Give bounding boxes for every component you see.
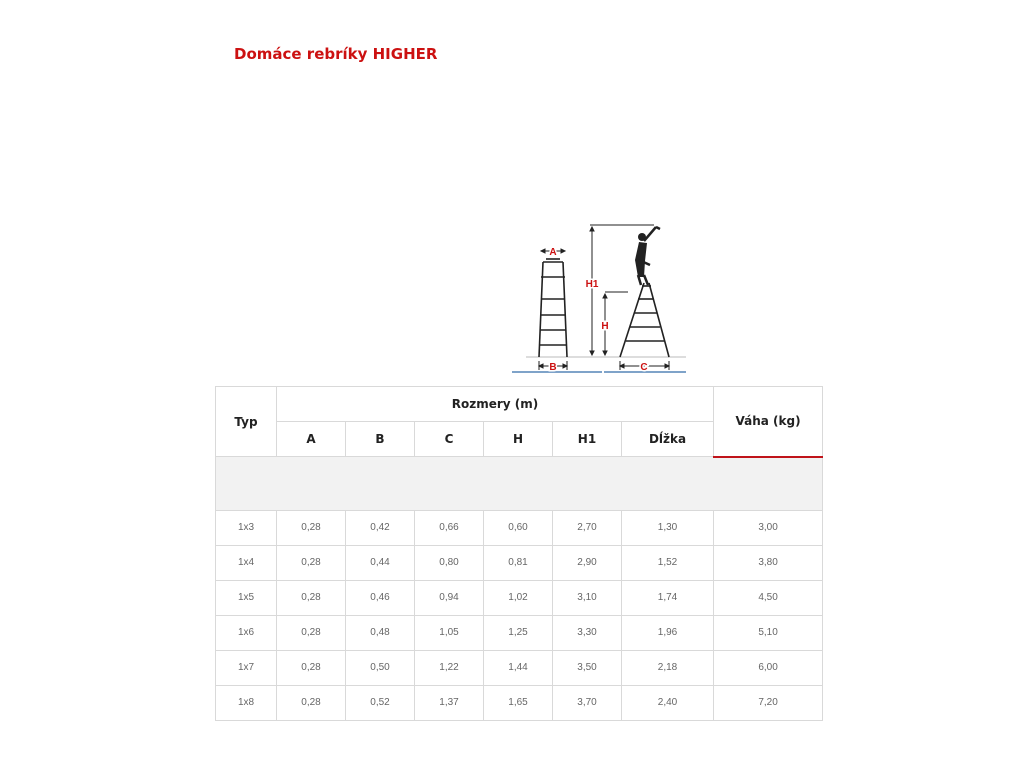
header-col-b: B bbox=[346, 422, 415, 457]
header-col-c: C bbox=[415, 422, 484, 457]
dimension-label-h1: H1 bbox=[585, 279, 599, 290]
table-cell: 0,46 bbox=[346, 580, 415, 615]
table-cell: 1x8 bbox=[216, 685, 277, 720]
table-cell: 2,18 bbox=[622, 650, 714, 685]
table-cell: 1,22 bbox=[415, 650, 484, 685]
table-cell: 0,42 bbox=[346, 510, 415, 545]
header-dimensions: Rozmery (m) bbox=[277, 387, 714, 422]
header-col-a: A bbox=[277, 422, 346, 457]
table-cell: 0,50 bbox=[346, 650, 415, 685]
table-cell: 1,96 bbox=[622, 615, 714, 650]
table-cell: 1,44 bbox=[484, 650, 553, 685]
table-body bbox=[216, 457, 823, 721]
table-cell: 6,00 bbox=[714, 650, 823, 685]
table-cell: 4,50 bbox=[714, 580, 823, 615]
table-cell: 0,28 bbox=[277, 510, 346, 545]
ladder-specs-table bbox=[215, 386, 823, 721]
table-cell: 1,30 bbox=[622, 510, 714, 545]
table-cell: 0,60 bbox=[484, 510, 553, 545]
table-row bbox=[216, 650, 823, 685]
table-row bbox=[216, 545, 823, 580]
table-cell: 0,28 bbox=[277, 650, 346, 685]
header-col-length: Dĺžka bbox=[622, 422, 714, 457]
ladder-dimensions-diagram bbox=[508, 215, 688, 377]
table-cell: 1,52 bbox=[622, 545, 714, 580]
spacer-cell bbox=[216, 457, 823, 511]
table-row bbox=[216, 510, 823, 545]
table-cell: 1x7 bbox=[216, 650, 277, 685]
table-cell: 1x5 bbox=[216, 580, 277, 615]
table-cell: 0,28 bbox=[277, 545, 346, 580]
table-cell: 1x6 bbox=[216, 615, 277, 650]
table-cell: 1,65 bbox=[484, 685, 553, 720]
header-type: Typ bbox=[216, 387, 277, 457]
table-row bbox=[216, 685, 823, 720]
front-view-ladder bbox=[539, 259, 567, 357]
table-cell: 0,52 bbox=[346, 685, 415, 720]
table-cell: 7,20 bbox=[714, 685, 823, 720]
table-cell: 0,28 bbox=[277, 615, 346, 650]
table-cell: 0,81 bbox=[484, 545, 553, 580]
dimension-label-h: H bbox=[601, 321, 609, 332]
table-cell: 1,37 bbox=[415, 685, 484, 720]
table-cell: 2,90 bbox=[553, 545, 622, 580]
header-weight: Váha (kg) bbox=[714, 387, 823, 457]
table-cell: 1x4 bbox=[216, 545, 277, 580]
table-row bbox=[216, 580, 823, 615]
dimension-label-a: A bbox=[549, 247, 557, 258]
table-cell: 1,25 bbox=[484, 615, 553, 650]
table-cell: 3,70 bbox=[553, 685, 622, 720]
table-cell: 5,10 bbox=[714, 615, 823, 650]
table-cell: 1x3 bbox=[216, 510, 277, 545]
table-cell: 0,44 bbox=[346, 545, 415, 580]
table-cell: 3,00 bbox=[714, 510, 823, 545]
dimension-label-b: B bbox=[549, 362, 557, 373]
table-cell: 2,40 bbox=[622, 685, 714, 720]
table-cell: 0,94 bbox=[415, 580, 484, 615]
table-cell: 0,80 bbox=[415, 545, 484, 580]
header-col-h1: H1 bbox=[553, 422, 622, 457]
table-cell: 0,28 bbox=[277, 580, 346, 615]
table-cell: 3,50 bbox=[553, 650, 622, 685]
table-cell: 0,48 bbox=[346, 615, 415, 650]
person-icon bbox=[635, 227, 660, 285]
table-cell: 2,70 bbox=[553, 510, 622, 545]
table-spacer-row bbox=[216, 457, 823, 511]
table-cell: 0,66 bbox=[415, 510, 484, 545]
header-col-h: H bbox=[484, 422, 553, 457]
table-cell: 0,28 bbox=[277, 685, 346, 720]
table-cell: 1,74 bbox=[622, 580, 714, 615]
dimension-label-c: C bbox=[640, 362, 648, 373]
table-cell: 3,10 bbox=[553, 580, 622, 615]
table-cell: 1,05 bbox=[415, 615, 484, 650]
table-cell: 3,80 bbox=[714, 545, 823, 580]
table-cell: 1,02 bbox=[484, 580, 553, 615]
table-cell: 3,30 bbox=[553, 615, 622, 650]
side-view-ladder bbox=[620, 283, 669, 357]
table-row bbox=[216, 615, 823, 650]
page-title: Domáce rebríky HIGHER bbox=[234, 45, 438, 63]
